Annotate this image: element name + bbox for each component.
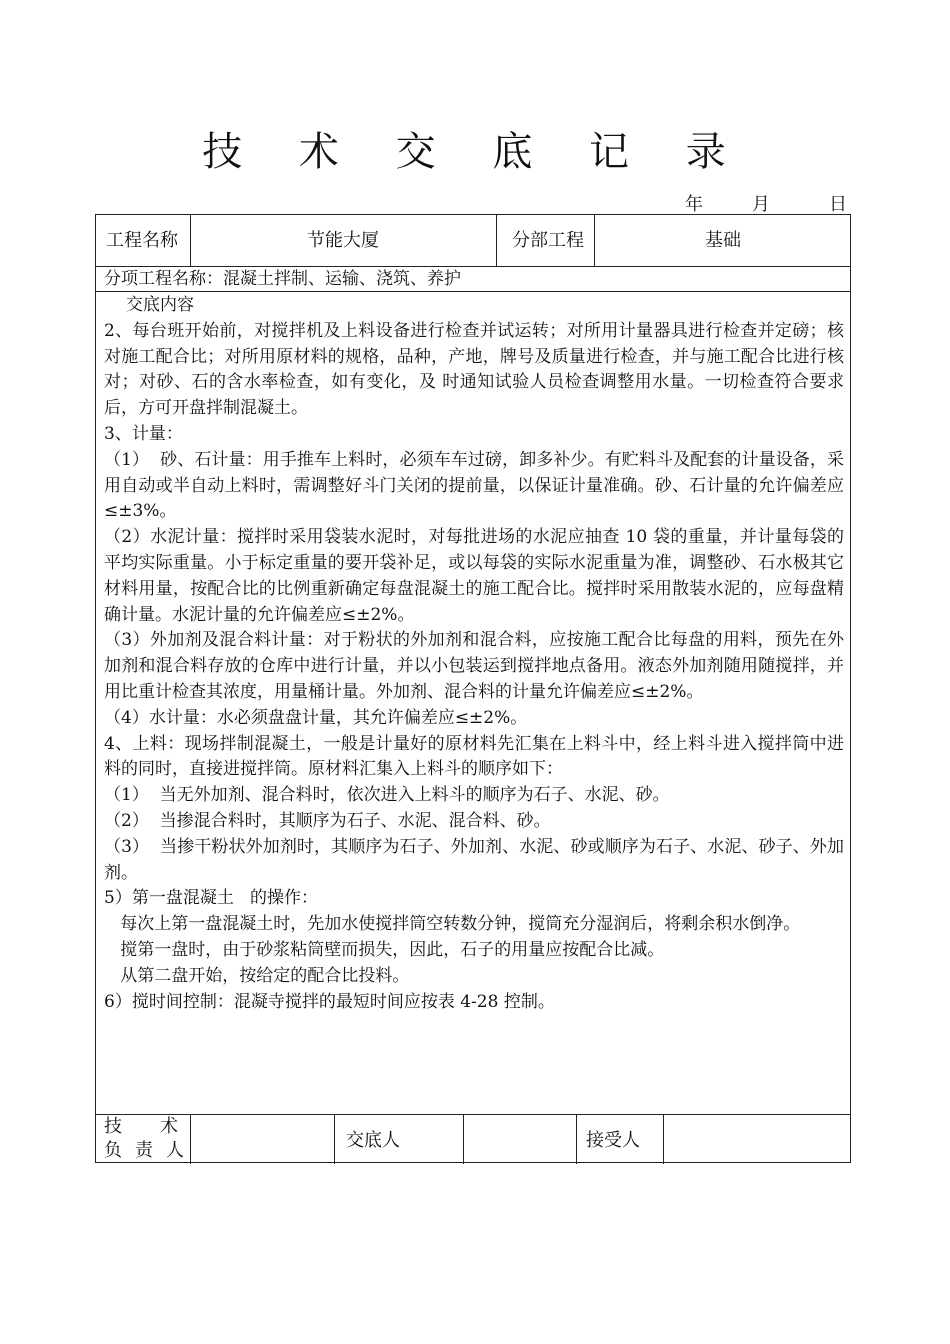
divider [663,1114,664,1164]
content-paragraph: （1） 砂、石计量：用手推车上料时，必须车车过磅，卸多补少。有贮料斗及配套的计量设备，采用自动或半自动上料时，需调整好斗门关闭的提前量，以保证计量准确。砂、石计量的允许偏差应≤±3%。 [104,449,844,522]
handover-person-label: 交底人 [346,1130,400,1151]
content-paragraph: 6）搅时间控制：混凝寺搅拌的最短时间应按表 4-28 控制。 [104,991,555,1012]
content-heading: 交底内容 [126,295,194,315]
content-paragraph: 4、上料：现场拌制混凝土，一般是计量好的原材料先汇集在上料斗中，经上料斗进入搅拌筒中进料的同时，直接进搅拌筒。原材料汇集入上料斗的顺序如下： [104,733,844,780]
content-paragraph: 3、计量： [104,423,183,444]
date-line [0,190,950,214]
divider [96,1114,850,1115]
content-paragraph: 每次上第一盘混凝土时，先加水使搅拌筒空转数分钟，搅筒充分湿润后，将剩余积水倒净。 [104,914,801,935]
month-label: 月 [752,194,770,215]
content-body [104,293,844,1015]
tech-lead-label: 技 术 负 责 人 [104,1116,184,1161]
year-label: 年 [685,194,703,215]
content-paragraph: （3）外加剂及混合料计量：对于粉状的外加剂和混合料，应按施工配合比每盘的用料，预先在外加剂和混合料存放的仓库中进行计量，并以小包装运到搅拌地点备用。液态外加剂随用随搅拌，并用比重计检查其浓度，用量桶计量。外加剂、混合料的计量允许偏差应≤±2%。 [104,630,844,702]
project-name-value: 节能大厦 [307,230,379,251]
content-paragraph: （1） 当无外加剂、混合料时，依次进入上料斗的顺序为石子、水泥、砂。 [104,785,670,806]
content-paragraph: （4）水计量：水必须盘盘计量，其允许偏差应≤±2%。 [104,707,528,728]
divider [334,1114,335,1164]
receiver-label: 接受人 [586,1130,640,1151]
day-label: 日 [829,194,847,215]
divider [96,291,850,292]
content-paragraph: 从第二盘开始，按给定的配合比投料。 [104,965,410,986]
content-paragraph: （2） 当掺混合料时，其顺序为石子、水泥、混合料、砂。 [104,810,551,831]
record-table [95,214,851,1163]
divider [496,215,497,266]
document-title: 技 术 交 底 记 录 [202,129,748,175]
content-paragraph: 2、每台班开始前，对搅拌机及上料设备进行检查并试运转；对所用计量器具进行检查并定磅；核对施工配合比；对所用原材料的规格，品种，产地，牌号及质量进行检查，并与施工配合比进行核对；对砂、石的含水率检查，如有变化，及 时通知试验人员检查调整用水量。一切检查符合要求后，方可开盘拌制混凝土。 [104,320,844,419]
content-paragraph: （3） 当掺干粉状外加剂时，其顺序为石子、外加剂、水泥、砂或顺序为石子、水泥、砂子、外加剂。 [104,836,844,883]
division-label: 分部工程 [512,230,584,251]
divider [576,1114,577,1164]
project-name-label: 工程名称 [106,230,178,251]
content-paragraph: 搅第一盘时，由于砂浆粘筒壁而损失，因此，石子的用量应按配合比减。 [104,939,665,960]
content-paragraph: （2）水泥计量：搅拌时采用袋装水泥时，对每批进场的水泥应抽查 10 袋的重量，并计量每袋的平均实际重量。小于标定重量的要开袋补足，或以每袋的实际水泥重量为准，调整砂、石水极其它材料用量，按配合比的比例重新确定每盘混凝土的施工配合比。搅拌时采用散装水泥的，应每盘精确计量。水泥计量的允许偏差应≤±2%。 [104,527,844,625]
content-paragraph: 5）第一盘混凝土 的操作： [104,888,319,909]
division-value: 基础 [705,230,741,251]
divider [190,1114,191,1164]
divider [463,1114,464,1164]
subitem-name: 分项工程名称：混凝土拌制、运输、浇筑、养护 [104,269,461,289]
